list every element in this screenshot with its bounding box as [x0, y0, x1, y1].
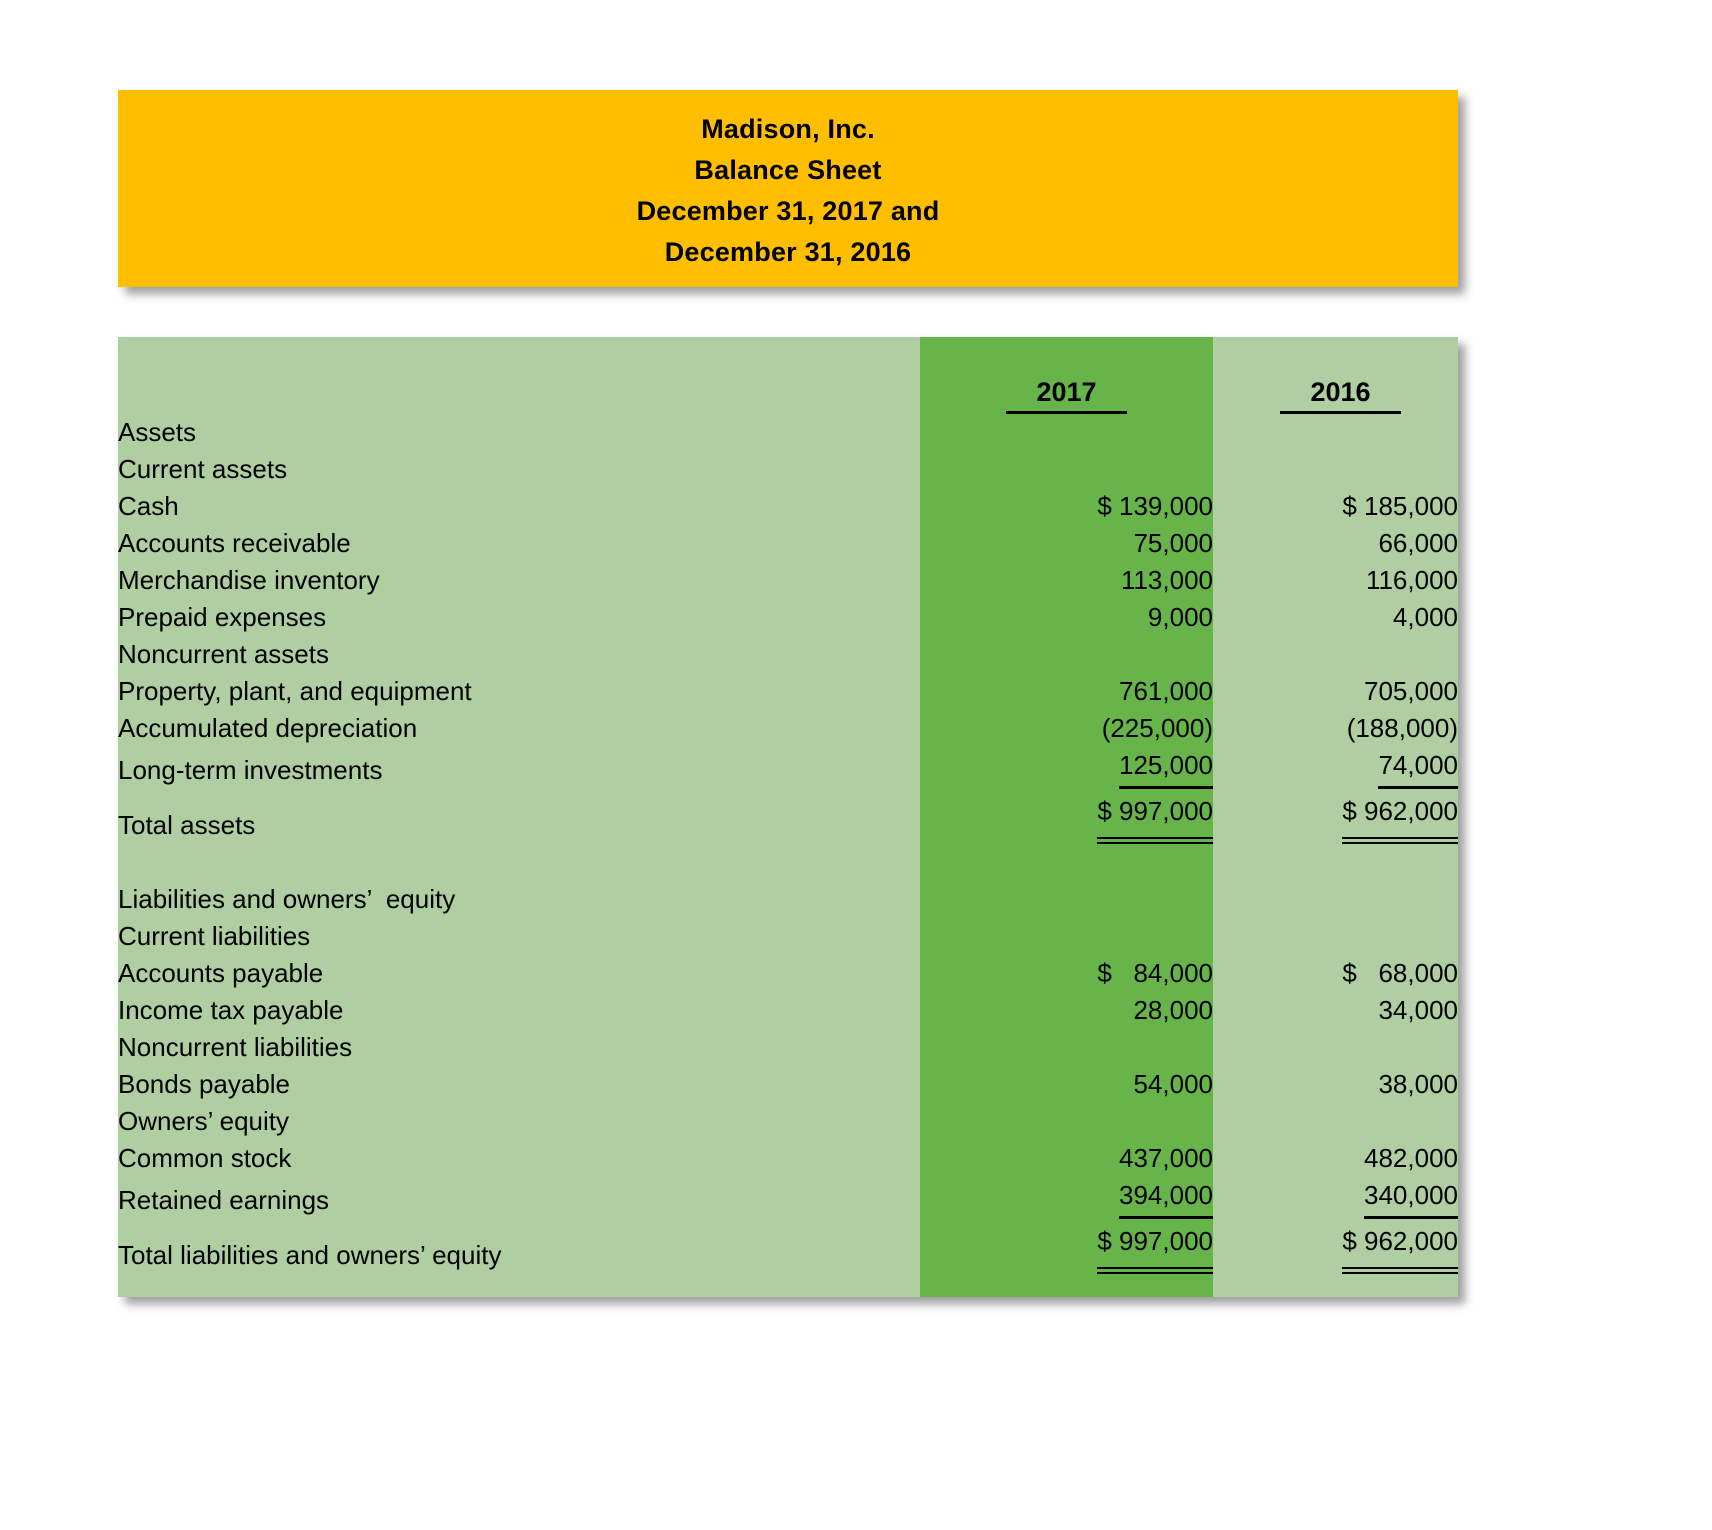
company-name: Madison, Inc.: [701, 113, 875, 144]
value-2016-long-term-investments: 74,000: [1223, 747, 1458, 789]
value-2017-accumulated-depreciation: (225,000): [1101, 713, 1213, 743]
subsection-noncurrent-liabilities: Noncurrent liabilities: [118, 1032, 353, 1062]
subsection-heading-row: [118, 1029, 1458, 1066]
subsection-current-liabilities: Current liabilities: [118, 921, 311, 951]
subsection-heading-row: [118, 636, 1458, 673]
row-label-accounts-payable: Accounts payable: [118, 958, 324, 988]
value-2016-income-tax-payable: 34,000: [1378, 995, 1458, 1025]
section-heading-assets: Assets: [118, 417, 197, 447]
header-label-cell: [118, 374, 920, 414]
header-gap-cell: [1213, 374, 1223, 414]
value-2017-accounts-payable: $ 84,000: [1097, 958, 1213, 988]
value-2017-merchandise-inventory: 113,000: [1120, 565, 1213, 595]
subsection-noncurrent-assets: Noncurrent assets: [118, 639, 329, 669]
value-2016-bonds-payable: 38,000: [1378, 1069, 1458, 1099]
balance-sheet-table: [118, 337, 1458, 1297]
table-header-row: [118, 374, 1458, 414]
row-label-accounts-receivable: Accounts receivable: [118, 528, 351, 558]
table-row: [118, 710, 1458, 747]
subsection-heading-row: [118, 451, 1458, 488]
row-label-property-plant-equipment: Property, plant, and equipment: [118, 676, 472, 706]
balance-sheet-table-panel: [118, 337, 1458, 1297]
value-2017-cash: $ 139,000: [1097, 491, 1213, 521]
table-row: [118, 1140, 1458, 1177]
value-2016-retained-earnings: 340,000: [1223, 1177, 1458, 1219]
value-2017-property-plant-equipment: 761,000: [1119, 676, 1213, 706]
row-label-total-liabilities-equity: Total liabilities and owners’ equity: [118, 1240, 502, 1270]
section-gap-spacer: [118, 844, 1458, 881]
value-2017-long-term-investments: 125,000: [920, 747, 1213, 789]
value-2017-prepaid-expenses: 9,000: [1147, 602, 1213, 632]
value-2016-common-stock: 482,000: [1364, 1143, 1458, 1173]
table-row: [118, 673, 1458, 710]
row-label-common-stock: Common stock: [118, 1143, 292, 1173]
value-2016-merchandise-inventory: 116,000: [1365, 565, 1458, 595]
table-bottom-spacer: [118, 1274, 1458, 1297]
value-2017-retained-earnings: 394,000: [920, 1177, 1213, 1219]
total-row-liabilities-equity: [118, 1219, 1458, 1274]
value-2016-prepaid-expenses: 4,000: [1392, 602, 1458, 632]
value-2017-total-assets: $ 997,000: [920, 789, 1213, 844]
value-2017-bonds-payable: 54,000: [1133, 1069, 1213, 1099]
value-2017-common-stock: 437,000: [1119, 1143, 1213, 1173]
value-2016-total-assets: $ 962,000: [1223, 789, 1458, 844]
subsection-owners-equity: Owners’ equity: [118, 1106, 289, 1136]
value-2016-accounts-receivable: 66,000: [1378, 528, 1458, 558]
statement-name: Balance Sheet: [694, 154, 882, 185]
section-heading-row: [118, 414, 1458, 451]
subsection-heading-row: [118, 918, 1458, 955]
table-top-spacer: [118, 337, 1458, 374]
subsection-heading-row: [118, 1103, 1458, 1140]
row-label-income-tax-payable: Income tax payable: [118, 995, 344, 1025]
table-row: [118, 1177, 1458, 1219]
column-header-2017: 2017: [920, 374, 1213, 414]
table-row: [118, 525, 1458, 562]
value-2016-total-liabilities-equity: $ 962,000: [1223, 1219, 1458, 1274]
total-row-assets: [118, 789, 1458, 844]
value-2016-accounts-payable: $ 68,000: [1342, 958, 1458, 988]
column-header-2016: 2016: [1223, 374, 1458, 414]
row-label-accumulated-depreciation: Accumulated depreciation: [118, 713, 418, 743]
row-label-bonds-payable: Bonds payable: [118, 1069, 291, 1099]
value-2017-income-tax-payable: 28,000: [1133, 995, 1213, 1025]
value-2017-accounts-receivable: 75,000: [1133, 528, 1213, 558]
table-row: [118, 992, 1458, 1029]
row-label-merchandise-inventory: Merchandise inventory: [118, 565, 380, 595]
statement-date-line-2: December 31, 2016: [664, 236, 912, 267]
value-2017-total-liabilities-equity: $ 997,000: [920, 1219, 1213, 1274]
table-row: [118, 1066, 1458, 1103]
row-label-prepaid-expenses: Prepaid expenses: [118, 602, 327, 632]
statement-date-line-1: December 31, 2017 and: [636, 195, 940, 226]
row-label-total-assets: Total assets: [118, 810, 256, 840]
subsection-current-assets: Current assets: [118, 454, 288, 484]
section-heading-row: [118, 881, 1458, 918]
table-row: [118, 599, 1458, 636]
section-heading-liabilities-equity: Liabilities and owners’ equity: [118, 884, 456, 914]
title-banner: [118, 90, 1458, 287]
row-label-cash: Cash: [118, 491, 179, 521]
value-2016-cash: $ 185,000: [1342, 491, 1458, 521]
row-label-long-term-investments: Long-term investments: [118, 755, 383, 785]
value-2016-property-plant-equipment: 705,000: [1364, 676, 1458, 706]
table-row: [118, 562, 1458, 599]
value-2016-accumulated-depreciation: (188,000): [1346, 713, 1458, 743]
table-row: [118, 488, 1458, 525]
row-label-retained-earnings: Retained earnings: [118, 1185, 330, 1215]
table-row: [118, 747, 1458, 789]
table-row: [118, 955, 1458, 992]
